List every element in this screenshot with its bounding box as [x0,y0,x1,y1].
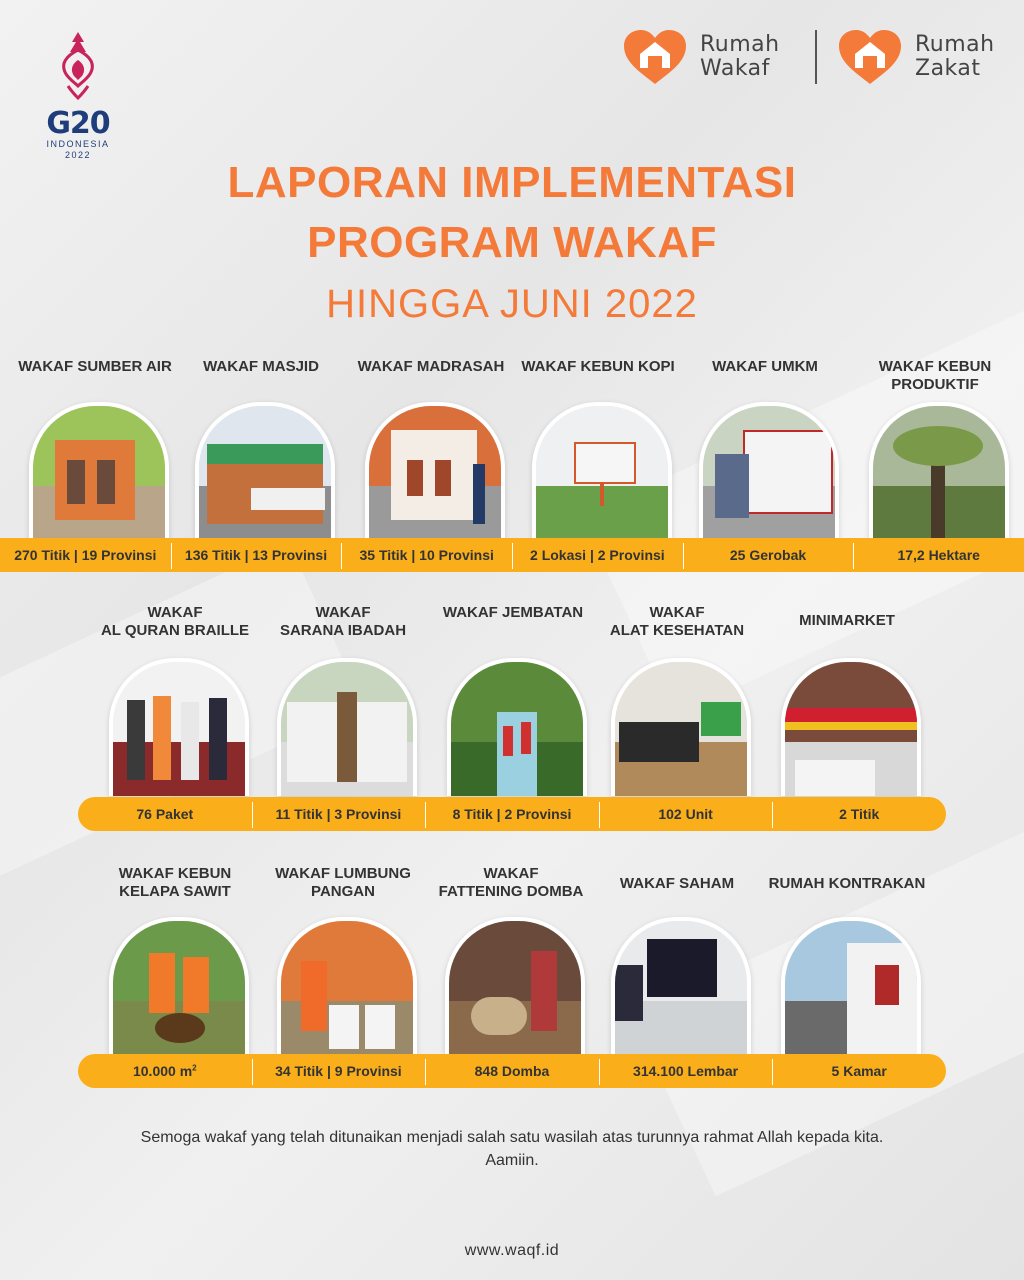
stats-band-row1 [0,538,1024,572]
program-label: WAKAF MADRASAH [357,358,505,375]
program-stat: 2 Titik [772,806,946,822]
program-label: WAKAF AL QURAN BRAILLE [100,604,250,639]
program-label: WAKAF SARANA IBADAH [279,604,407,639]
g20-year: 2022 [64,150,92,160]
program-photo [109,917,249,1055]
program-stat: 848 Domba [425,1063,599,1079]
program-stat-superscript: 2 [192,1063,197,1073]
program-stat: 314.100 Lembar [599,1063,773,1079]
footer-note-line2: Aamiin. [485,1152,539,1169]
program-stat: 35 Titik | 10 Provinsi [341,547,512,563]
program-photo [781,917,921,1055]
program-photo [611,917,751,1055]
rumah-zakat-line1: Rumah [915,32,995,57]
footer-note-line1: Semoga wakaf yang telah ditunaikan menjadi salah satu wasilah atas turunnya rahmat Allah kepada kita. [140,1129,884,1146]
program-stat-value: 10.000 m [132,1063,193,1079]
program-stat: 8 Titik | 2 Provinsi [425,806,599,822]
program-stat: 102 Unit [599,806,773,822]
program-stat: 11 Titik | 3 Provinsi [252,806,426,822]
g20-ornament-icon [56,30,100,100]
g20-wordmark: G20 [46,106,110,141]
page-title-line1: LAPORAN IMPLEMENTASI [227,158,797,207]
program-label: MINIMARKET [799,612,895,629]
program-label: WAKAF ALAT KESEHATAN [609,604,745,639]
stats-band-row2 [78,797,946,831]
program-label: WAKAF UMKM [712,358,818,375]
program-stat: 76 Paket [136,806,194,822]
page-title-line2: PROGRAM WAKAF [307,218,717,267]
program-stat: 2 Lokasi | 2 Provinsi [512,547,683,563]
program-stat [78,1063,252,1079]
rumah-wakaf-logo [620,28,780,86]
g20-country: INDONESIA [46,139,110,149]
footer-url-link[interactable]: www.waqf.id [464,1242,560,1259]
program-label: WAKAF FATTENING DOMBA [438,865,584,900]
program-photo [277,917,417,1055]
footer-note [0,1126,1024,1172]
rumah-wakaf-line1: Rumah [700,32,780,57]
program-photo [699,402,839,540]
program-stat: 25 Gerobak [683,547,854,563]
program-photo [109,658,249,796]
program-label: WAKAF JEMBATAN [442,604,584,621]
program-label: WAKAF MASJID [203,358,319,375]
program-photo [445,917,585,1055]
rumah-zakat-line2: Zakat [915,56,981,81]
program-stat: 5 Kamar [772,1063,946,1079]
program-photo [277,658,417,796]
program-photo [447,658,587,796]
rumah-wakaf-line2: Wakaf [700,56,770,81]
program-stat: 34 Titik | 9 Provinsi [252,1063,426,1079]
program-stat: 136 Titik | 13 Provinsi [171,547,342,563]
program-label: WAKAF KEBUN PRODUKTIF [878,358,992,393]
program-label: WAKAF SAHAM [619,875,735,892]
program-stat: 17,2 Hektare [853,547,1024,563]
program-label: WAKAF KEBUN KOPI [521,358,675,375]
stats-band-row3 [78,1054,946,1088]
program-photo [29,402,169,540]
g20-logo [36,30,120,161]
program-photo [869,402,1009,540]
program-label: WAKAF SUMBER AIR [18,358,172,375]
logo-divider [815,30,817,84]
program-photo [365,402,505,540]
page-subtitle: HINGGA JUNI 2022 [326,282,698,326]
rumah-zakat-logo [835,28,995,86]
heart-house-icon [620,28,690,86]
program-label: WAKAF LUMBUNG PANGAN [275,865,411,900]
program-label: WAKAF KEBUN KELAPA SAWIT [118,865,232,900]
program-photo [532,402,672,540]
program-label: RUMAH KONTRAKAN [768,875,926,892]
program-stat: 270 Titik | 19 Provinsi [14,547,157,563]
program-photo [781,658,921,796]
program-photo [611,658,751,796]
heart-house-icon [835,28,905,86]
program-photo [195,402,335,540]
